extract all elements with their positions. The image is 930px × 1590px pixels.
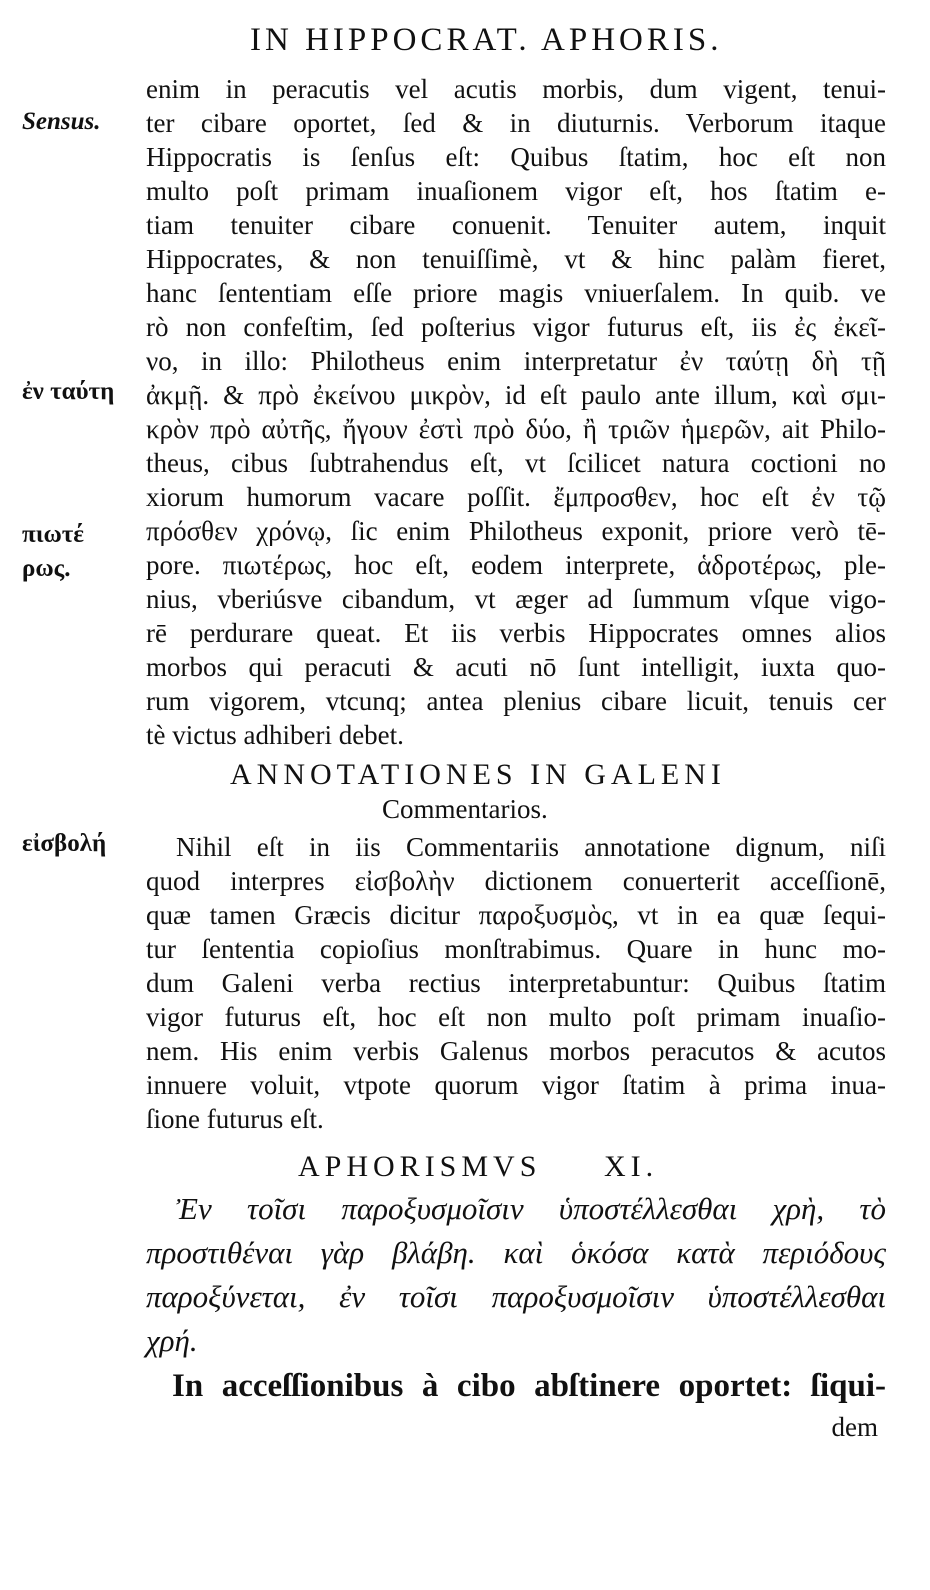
body-line: multo poſt primam inuaſionem vigor eſt, hos ſtatim e- — [146, 176, 886, 206]
running-header: IN HIPPOCRAT. APHORIS. — [250, 22, 723, 58]
body-line: rē perdurare queat. Et iis verbis Hippocrates omnes alios — [146, 618, 886, 648]
greek-line: προστιθέναι γὰρ βλάβη. καὶ ὁκόσα κατὰ περιόδους — [146, 1235, 886, 1270]
body-line: rò non confeſtim, ſed poſterius vigor futurus eſt, iis ἐς ἐκεῖ- — [146, 312, 886, 342]
annotations-subheading: Commentarios. — [382, 794, 548, 824]
annotation-line: quæ tamen Græcis dicitur παροξυσμὸς, vt in ea quæ ſequi- — [146, 900, 886, 930]
annotation-line: nem. His enim verbis Galenus morbos peracutos & acutos — [146, 1036, 886, 1066]
greek-line: Ἐν τοῖσι παροξυσμοῖσιν ὑποστέλλεσθαι χρὴ, τὸ — [176, 1191, 886, 1226]
annotation-line: dum Galeni verba rectius interpretabuntur: Quibus ſtatim — [146, 968, 886, 998]
body-line: Hippocratis is ſenſus eſt: Quibus ſtatim, hoc eſt non — [146, 142, 886, 172]
body-line: enim in peracutis vel acutis morbis, dum vigent, tenui- — [146, 74, 886, 104]
greek-line: παροξύνεται, ἐν τοῖσι παροξυσμοῖσιν ὑποστέλλεσθαι — [146, 1279, 886, 1314]
body-line: νο, in illo: Philotheus enim interpretatur ἐν ταύτῃ δὴ τῇ — [146, 346, 886, 376]
annotations-heading: ANNOTATIONES IN GALENI — [230, 758, 726, 791]
body-line: Hippocrates, & non tenuiſſimè, vt & hinc palàm fieret, — [146, 244, 886, 274]
body-line: πρόσθεν χρόνῳ, ſic enim Philotheus exponit, priore verò tē- — [146, 516, 886, 546]
body-line: hanc ſententiam eſſe priore magis vniuerſalem. In quib. ve — [146, 278, 886, 308]
margin-note-pioteros-2: ρως. — [22, 555, 71, 582]
annotation-line: vigor futurus eſt, hoc eſt non multo poſt primam inuaſio- — [146, 1002, 886, 1032]
body-line: morbos qui peracuti & acuti nō ſunt intelligit, iuxta quo- — [146, 652, 886, 682]
catchword: dem — [831, 1412, 878, 1442]
annotation-line: tur ſententia copioſius monſtrabimus. Quare in hunc mo- — [146, 934, 886, 964]
aphorism-translation: In acceſſionibus à cibo abſtinere oportet: ſiqui- — [172, 1368, 886, 1404]
body-line: κρὸν πρὸ αὐτῆς, ἤγουν ἐστὶ πρὸ δύο, ἢ τριῶν ἡμερῶν, ait Philo- — [146, 414, 886, 444]
annotation-line: innuere voluit, vtpote quorum vigor ſtatim à prima inua- — [146, 1070, 886, 1100]
body-line: tiam tenuiter cibare conuenit. Tenuiter autem, inquit — [146, 210, 886, 240]
margin-note-eisbole: εἰσβολή — [22, 830, 107, 857]
body-line: ter cibare oportet, ſed & in diuturnis. Verborum itaque — [146, 108, 886, 138]
body-line: pore. πιωτέρως, hoc eſt, eodem interprete, ἁδροτέρως, ple- — [146, 550, 886, 580]
body-line: nius, vberiúsve cibandum, vt æger ad ſummum vſque vigo- — [146, 584, 886, 614]
aphorism-number: XI. — [604, 1150, 659, 1183]
body-line: tè victus adhiberi debet. — [146, 720, 404, 750]
body-line: theus, cibus ſubtrahendus eſt, vt ſcilicet natura coctioni no — [146, 448, 886, 478]
body-line: rum vigorem, vtcunq; antea plenius cibare licuit, tenuis cer — [146, 686, 886, 716]
annotation-line: Nihil eſt in iis Commentariis annotatione dignum, niſi — [176, 832, 886, 862]
annotation-line: quod interpres εἰσβολὴν dictionem conuerterit acceſſionē, — [146, 866, 886, 896]
body-line: ἀκμῇ. & πρὸ ἐκείνου μικρὸν, id eſt paulo ante illum, καὶ σμι- — [146, 380, 886, 410]
margin-note-sensus: Sensus. — [22, 108, 101, 135]
greek-line: χρή. — [146, 1323, 198, 1358]
aphorism-heading: APHORISMVS — [298, 1150, 542, 1183]
annotation-line: ſione futurus eſt. — [146, 1104, 324, 1134]
margin-note-en-taute: ἐν ταύτη — [22, 378, 115, 405]
margin-note-pioteros-1: πιωτέ — [22, 521, 84, 548]
body-line: xiorum humorum vacare poſſit. ἔμπροσθεν, hoc eſt ἐν τῷ — [146, 482, 886, 512]
